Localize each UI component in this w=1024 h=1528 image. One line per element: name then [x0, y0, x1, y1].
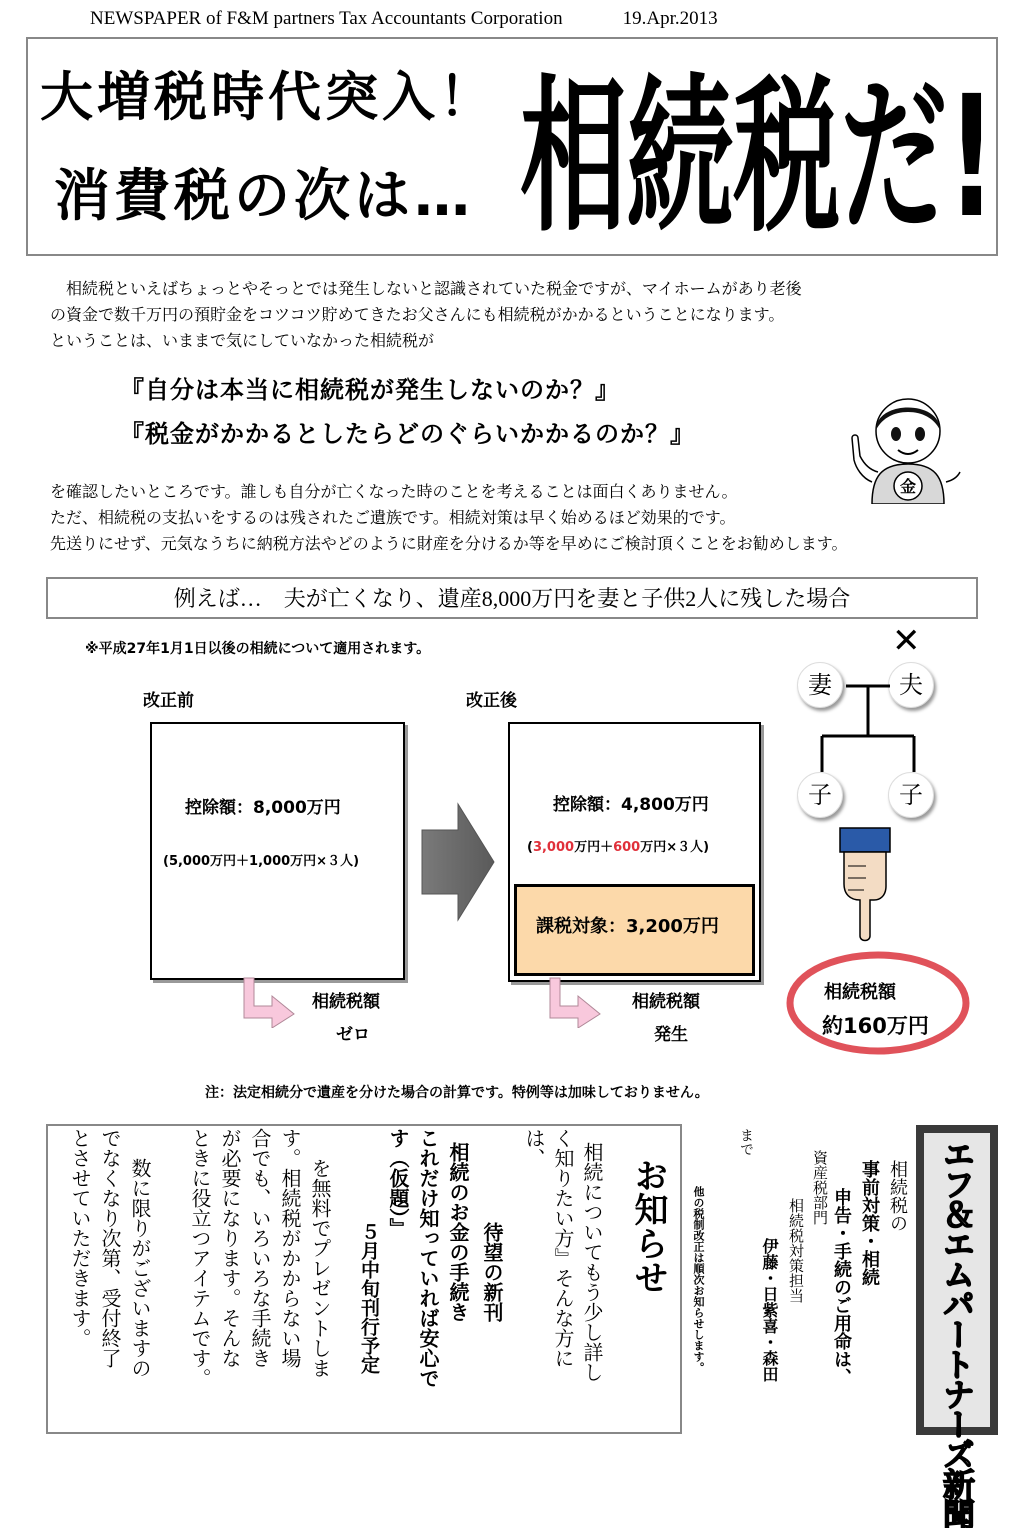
- question-1: 『自分は本当に相続税が発生しないのか？』: [120, 376, 620, 404]
- intro-line: 相続税といえばちょっとやそっとでは発生しないと認識されていた税金ですが、マイホームがあり老後: [50, 279, 802, 298]
- example-box: 例えば… 夫が亡くなり、遺産8,000万円を妻と子供2人に残した場合: [46, 577, 978, 619]
- notice-line: が必要になります。そんな: [218, 1128, 242, 1368]
- formula-part: 万円×３人): [640, 840, 710, 855]
- notice-line: ときに役立つアイテムです。: [188, 1128, 212, 1388]
- effective-date-note: ※平成27年1月1日以後の相続について適用されます。: [85, 641, 431, 657]
- family-tree-lines: [818, 684, 928, 774]
- notice-line: 相続についてもう少し詳し: [580, 1142, 604, 1382]
- newspaper-header: [90, 8, 718, 30]
- formula-per-heir-amount: 600: [613, 840, 641, 855]
- notice-line: とさせていただきます。: [68, 1128, 92, 1348]
- formula-part: (: [527, 840, 533, 855]
- headline-big-text: 相続税だ!: [520, 60, 996, 255]
- notice-line: 数に限りがございますの: [128, 1158, 152, 1378]
- after-deduction-amount: 控除額：4,800万円: [553, 795, 709, 815]
- after-reform-label: 改正後: [466, 691, 517, 711]
- body-line: を確認したいところです。誰しも自分が亡くなった時のことを考えることは面白くありません。: [50, 482, 738, 501]
- headline-big: [520, 55, 1000, 255]
- deceased-mark-icon: ✕: [892, 621, 921, 661]
- child-node-2: 子: [888, 772, 934, 818]
- notice-line: 合でも、いろいろな手続き: [248, 1128, 272, 1368]
- mascot-badge: 金: [899, 477, 917, 496]
- body-line: 先送りにせず、元気なうちに納税方法やどのように財産を分けるか等を早めにご検討頂くことをお勧めします。: [50, 534, 848, 553]
- mascot-illustration: [842, 386, 962, 504]
- taxable-amount: 課税対象：3,200万円: [536, 916, 719, 937]
- contact-staff: 伊藤・日紫喜・森田: [760, 1238, 779, 1382]
- tax-amount-label: 相続税額: [824, 982, 896, 1003]
- notice-line: 待望の新刊: [480, 1222, 504, 1322]
- headline-line-1: 大増税時代突入！: [40, 67, 496, 128]
- reform-arrow-icon: [418, 802, 498, 922]
- notice-line: でなくなり次第、受付終了: [98, 1128, 122, 1368]
- intro-paragraph: [50, 276, 802, 354]
- notice-line: ５月中旬刊行予定: [358, 1222, 380, 1374]
- before-deduction-amount: 控除額：8,000万円: [185, 798, 341, 818]
- tax-amount-value: 約160万円: [822, 1014, 929, 1038]
- notice-line: す（仮題）』: [386, 1128, 410, 1238]
- masthead-title: エフ＆エムパートナーズ新聞: [938, 1138, 976, 1528]
- wife-node: 妻: [797, 662, 843, 708]
- question-2: 『税金がかかるとしたらどのぐらいかかるのか？』: [120, 420, 695, 448]
- body-paragraph: [50, 479, 847, 557]
- other-reform-note: 他の税制改正は順次お知らせします。: [692, 1186, 705, 1373]
- notice-line: く知りたい方』そんな方に: [551, 1128, 575, 1368]
- notice-title: お知らせ: [628, 1158, 668, 1294]
- notice-line: す。相続税がかからない場: [278, 1128, 302, 1368]
- body-line: ただ、相続税の支払いをするのは残されたご遺族です。相続対策は早く始めるほど効果的です。: [50, 508, 736, 527]
- contact-line: 資産税部門: [811, 1150, 829, 1225]
- notice-line: は、: [522, 1128, 546, 1168]
- contact-line: 事前対策・相続: [859, 1160, 880, 1286]
- notice-line: 相続のお金の手続き: [446, 1142, 470, 1322]
- before-result-label: 相続税額: [312, 992, 380, 1012]
- after-result-label: 相続税額: [632, 992, 700, 1012]
- headline-line-2: 消費税の次は…: [54, 164, 474, 229]
- calculation-note: 注：法定相続分で遺産を分けた場合の計算です。特例等は加味しておりません。: [205, 1085, 709, 1101]
- before-result-value: ゼロ: [336, 1025, 370, 1045]
- before-deduction-formula: (5,000万円＋1,000万円×３人): [163, 854, 360, 869]
- after-result-arrow-icon: [544, 976, 604, 1028]
- contact-line: 申告・手続のご用命は、: [831, 1188, 852, 1386]
- before-reform-label: 改正前: [143, 691, 194, 711]
- contact-line: 相続税対策担当: [787, 1198, 805, 1303]
- notice-line: を無料でプレゼントしま: [308, 1158, 332, 1378]
- newspaper-name: NEWSPAPER of F&M partners Tax Accountants Corporation: [90, 8, 563, 29]
- pointing-hand-icon: [836, 826, 894, 942]
- contact-line: 相続税の: [887, 1160, 908, 1232]
- intro-line: の資金で数千万円の預貯金をコツコツ貯めてきたお父さんにも相続税がかかるということになります。: [50, 305, 785, 324]
- notice-line: これだけ知っていれば安心で: [416, 1128, 440, 1388]
- child-node-1: 子: [797, 772, 843, 818]
- contact-line: まで: [738, 1128, 754, 1156]
- after-deduction-formula: [527, 836, 709, 855]
- husband-node: 夫: [888, 662, 934, 708]
- formula-base-amount: 3,000: [532, 840, 575, 855]
- issue-date: 19.Apr.2013: [622, 8, 718, 29]
- after-result-value: 発生: [654, 1025, 688, 1045]
- formula-part: 万円＋: [574, 840, 614, 855]
- before-result-arrow-icon: [238, 976, 298, 1028]
- intro-line: ということは、いままで気にしていなかった相続税が: [50, 331, 435, 350]
